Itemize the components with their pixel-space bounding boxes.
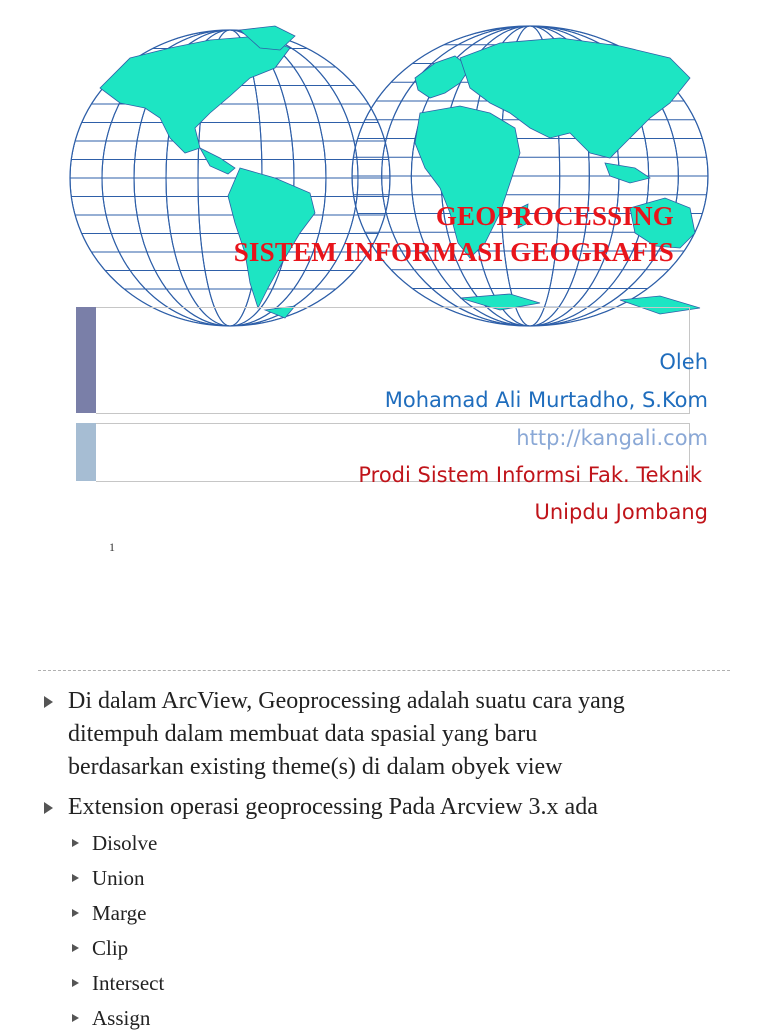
sub-item-label: Marge bbox=[92, 901, 147, 925]
bullet-1-line-1: Di dalam ArcView, Geoprocessing adalah suatu cara yang bbox=[68, 688, 625, 714]
indonesia-shape bbox=[605, 163, 650, 183]
north-america-shape bbox=[100, 36, 290, 153]
sub-item-assign bbox=[72, 1005, 150, 1031]
bullet-arrow-icon bbox=[72, 979, 79, 987]
sub-item-intersect bbox=[72, 970, 164, 996]
page-number: 1 bbox=[109, 540, 115, 554]
central-america-shape bbox=[200, 148, 235, 174]
title-line-1: GEOPROCESSING bbox=[435, 201, 674, 231]
sub-item-disolve bbox=[72, 830, 157, 856]
bullet-arrow-icon bbox=[72, 839, 79, 847]
world-map-graphic bbox=[60, 18, 710, 328]
africa-shape bbox=[415, 106, 520, 258]
bullet-arrow-icon bbox=[72, 1014, 79, 1022]
affiliation-line-1: Prodi Sistem Informsi Fak. Teknik bbox=[358, 463, 702, 487]
bullet-arrow-icon bbox=[72, 909, 79, 917]
sub-item-label: Clip bbox=[92, 936, 129, 960]
content-slide bbox=[0, 671, 768, 1030]
sub-item-clip bbox=[72, 935, 128, 961]
sub-item-label: Intersect bbox=[92, 971, 165, 995]
bullet-arrow-icon bbox=[44, 802, 53, 814]
title-line-2: SISTEM INFORMASI GEOGRAFIS bbox=[233, 237, 674, 267]
sub-item-union bbox=[72, 865, 145, 891]
sub-item-label: Union bbox=[92, 866, 145, 890]
bullet-arrow-icon bbox=[72, 874, 79, 882]
sub-item-label: Assign bbox=[92, 1006, 151, 1030]
accent-bar-dark bbox=[76, 307, 96, 413]
bullet-item-2 bbox=[44, 791, 734, 824]
bullet-arrow-icon bbox=[44, 696, 53, 708]
bullet-arrow-icon bbox=[72, 944, 79, 952]
sub-item-marge bbox=[72, 900, 146, 926]
bullet-2-line-1: Extension operasi geoprocessing Pada Arcview 3.x ada bbox=[68, 794, 598, 820]
author-name: Mohamad Ali Murtadho, S.Kom bbox=[384, 388, 708, 412]
sub-item-label: Disolve bbox=[92, 831, 158, 855]
bullet-1-line-3: berdasarkan existing theme(s) di dalam obyek view bbox=[68, 754, 563, 780]
author-url[interactable]: http://kangali.com bbox=[516, 426, 708, 450]
affiliation-line-2: Unipdu Jombang bbox=[534, 500, 708, 524]
bullet-1-line-2: ditempuh dalam membuat data spasial yang baru bbox=[68, 721, 538, 747]
bullet-item-1 bbox=[44, 685, 734, 784]
author-prefix: Oleh bbox=[659, 350, 708, 374]
accent-bar-light bbox=[76, 423, 96, 481]
